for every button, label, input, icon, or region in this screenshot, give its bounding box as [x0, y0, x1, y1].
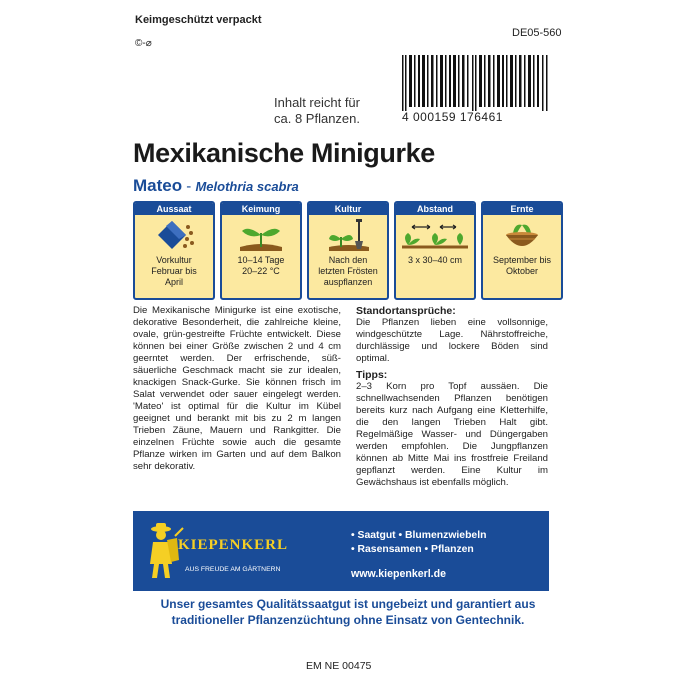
step-label: Aussaat: [135, 203, 213, 215]
recycle-symbol: ©-⌀: [135, 38, 152, 49]
tips-heading: Tipps:: [356, 369, 388, 381]
step-label: Ernte: [483, 203, 561, 215]
latin-name: Melothria scabra: [195, 179, 299, 194]
step-card-keimung: [220, 201, 302, 300]
content-line-2: ca. 8 Pflanzen.: [274, 111, 360, 126]
product-subtitle: [133, 176, 299, 196]
subtitle-separator: -: [182, 178, 196, 195]
step-label: Kultur: [309, 203, 387, 215]
step-line: 10–14 Tage: [237, 255, 285, 265]
product-categories: [351, 529, 486, 557]
care-info: [356, 305, 548, 493]
tips-text: 2–3 Korn pro Topf aussäen. Die schnellwachsenden Pflanzen benötigen bereits kurz nach Aufgang eine Kletterhilfe, die den langen Trieben Halt gibt. Regelmäßige Wasser- und Düngergaben werden empfohlen. Die Jungpflanzen können ab Mitte Mai ins frostfreie Freiland gepflanzt werden. Eine Kultur im Gewächshaus ist ebenfalls möglich.: [356, 381, 548, 488]
spade-plant-icon: [309, 215, 387, 255]
step-card-aussaat: [133, 201, 215, 300]
product-code: DE05-560: [512, 27, 562, 39]
germ-protected-label: Keimgeschützt verpackt: [135, 14, 262, 26]
brand-tagline: AUS FREUDE AM GÄRTNERN: [185, 566, 281, 573]
location-text: Die Pflanzen lieben eine vollsonnige, windgeschützte Lage. Nährstoffreiche, durchlässige und lockere Böden sind optimal.: [356, 317, 548, 364]
step-text: [396, 255, 474, 266]
step-text: [309, 255, 387, 288]
step-card-kultur: [307, 201, 389, 300]
step-line: September bis: [492, 255, 552, 265]
step-line: Oktober: [505, 266, 538, 276]
barcode-number: 4 000159 176461: [402, 110, 503, 124]
step-text: [135, 255, 213, 288]
step-line: Februar bis: [151, 266, 197, 276]
content-info: [274, 95, 360, 127]
step-line: 3 x 30–40 cm: [407, 255, 463, 265]
barcode-icon: [400, 55, 555, 111]
step-line: 20–22 °C: [242, 266, 280, 276]
step-line: Vorkultur: [156, 255, 192, 265]
spacing-icon: [396, 215, 474, 255]
disclaimer-line-1: Unser gesamtes Qualitätssaatgut ist ungebeizt und garantiert aus: [160, 597, 536, 611]
step-text: [222, 255, 300, 277]
step-line: April: [164, 277, 183, 287]
location-heading: Standortansprüche:: [356, 305, 456, 317]
disclaimer-line-2: traditioneller Pflanzenzüchtung ohne Einsatz von Gentechnik.: [171, 613, 525, 627]
step-label: Keimung: [222, 203, 300, 215]
harvest-bowl-icon: [483, 215, 561, 255]
seed-bag-icon: [135, 215, 213, 255]
step-label: Abstand: [396, 203, 474, 215]
content-line-1: Inhalt reicht für: [274, 95, 360, 110]
step-card-abstand: [394, 201, 476, 300]
description-text: Die Mexikanische Minigurke ist eine exotische, dekorative Besonderheit, die zahlreiche kleine, ovale, grün-gestreifte Früchte entwickelt. Diese können bei einer Größe zwischen 2 und 4 cm geerntet werden. Der erfrischende, süß-säuerliche Geschmack macht sie zur idealen, knackigen Snack-Gurke. Sie können frisch im Salat verwendet oder sauer eingelegt werden. 'Mateo' ist optimal für die Kultur im Kübel geeignet und berankt mit bis zu 2 m langen Trieben Zäune, Mauern und Rankgitter. Die einzelnen Früchte sowie auch die gesamte Pflanze wirken im Garten und auf dem Balkon sehr dekorativ.: [133, 305, 341, 472]
step-line: auspflanzen: [323, 277, 373, 287]
brand-logo-text: KIEPENKERL: [178, 537, 289, 553]
step-line: letzten Frösten: [318, 266, 378, 276]
brand-banner: [133, 511, 549, 591]
quality-disclaimer: [150, 596, 546, 628]
step-text: [483, 255, 561, 277]
category-line: • Saatgut • Blumenzwiebeln: [351, 530, 487, 541]
step-line: Nach den: [328, 255, 368, 265]
product-title: Mexikanische Minigurke: [133, 138, 435, 168]
category-line: • Rasensamen • Pflanzen: [351, 544, 474, 555]
seedling-icon: [222, 215, 300, 255]
website-link[interactable]: www.kiepenkerl.de: [351, 568, 446, 580]
step-card-ernte: [481, 201, 563, 300]
variety-name: Mateo: [133, 176, 183, 195]
footer-code: EM NE 00475: [306, 660, 372, 672]
